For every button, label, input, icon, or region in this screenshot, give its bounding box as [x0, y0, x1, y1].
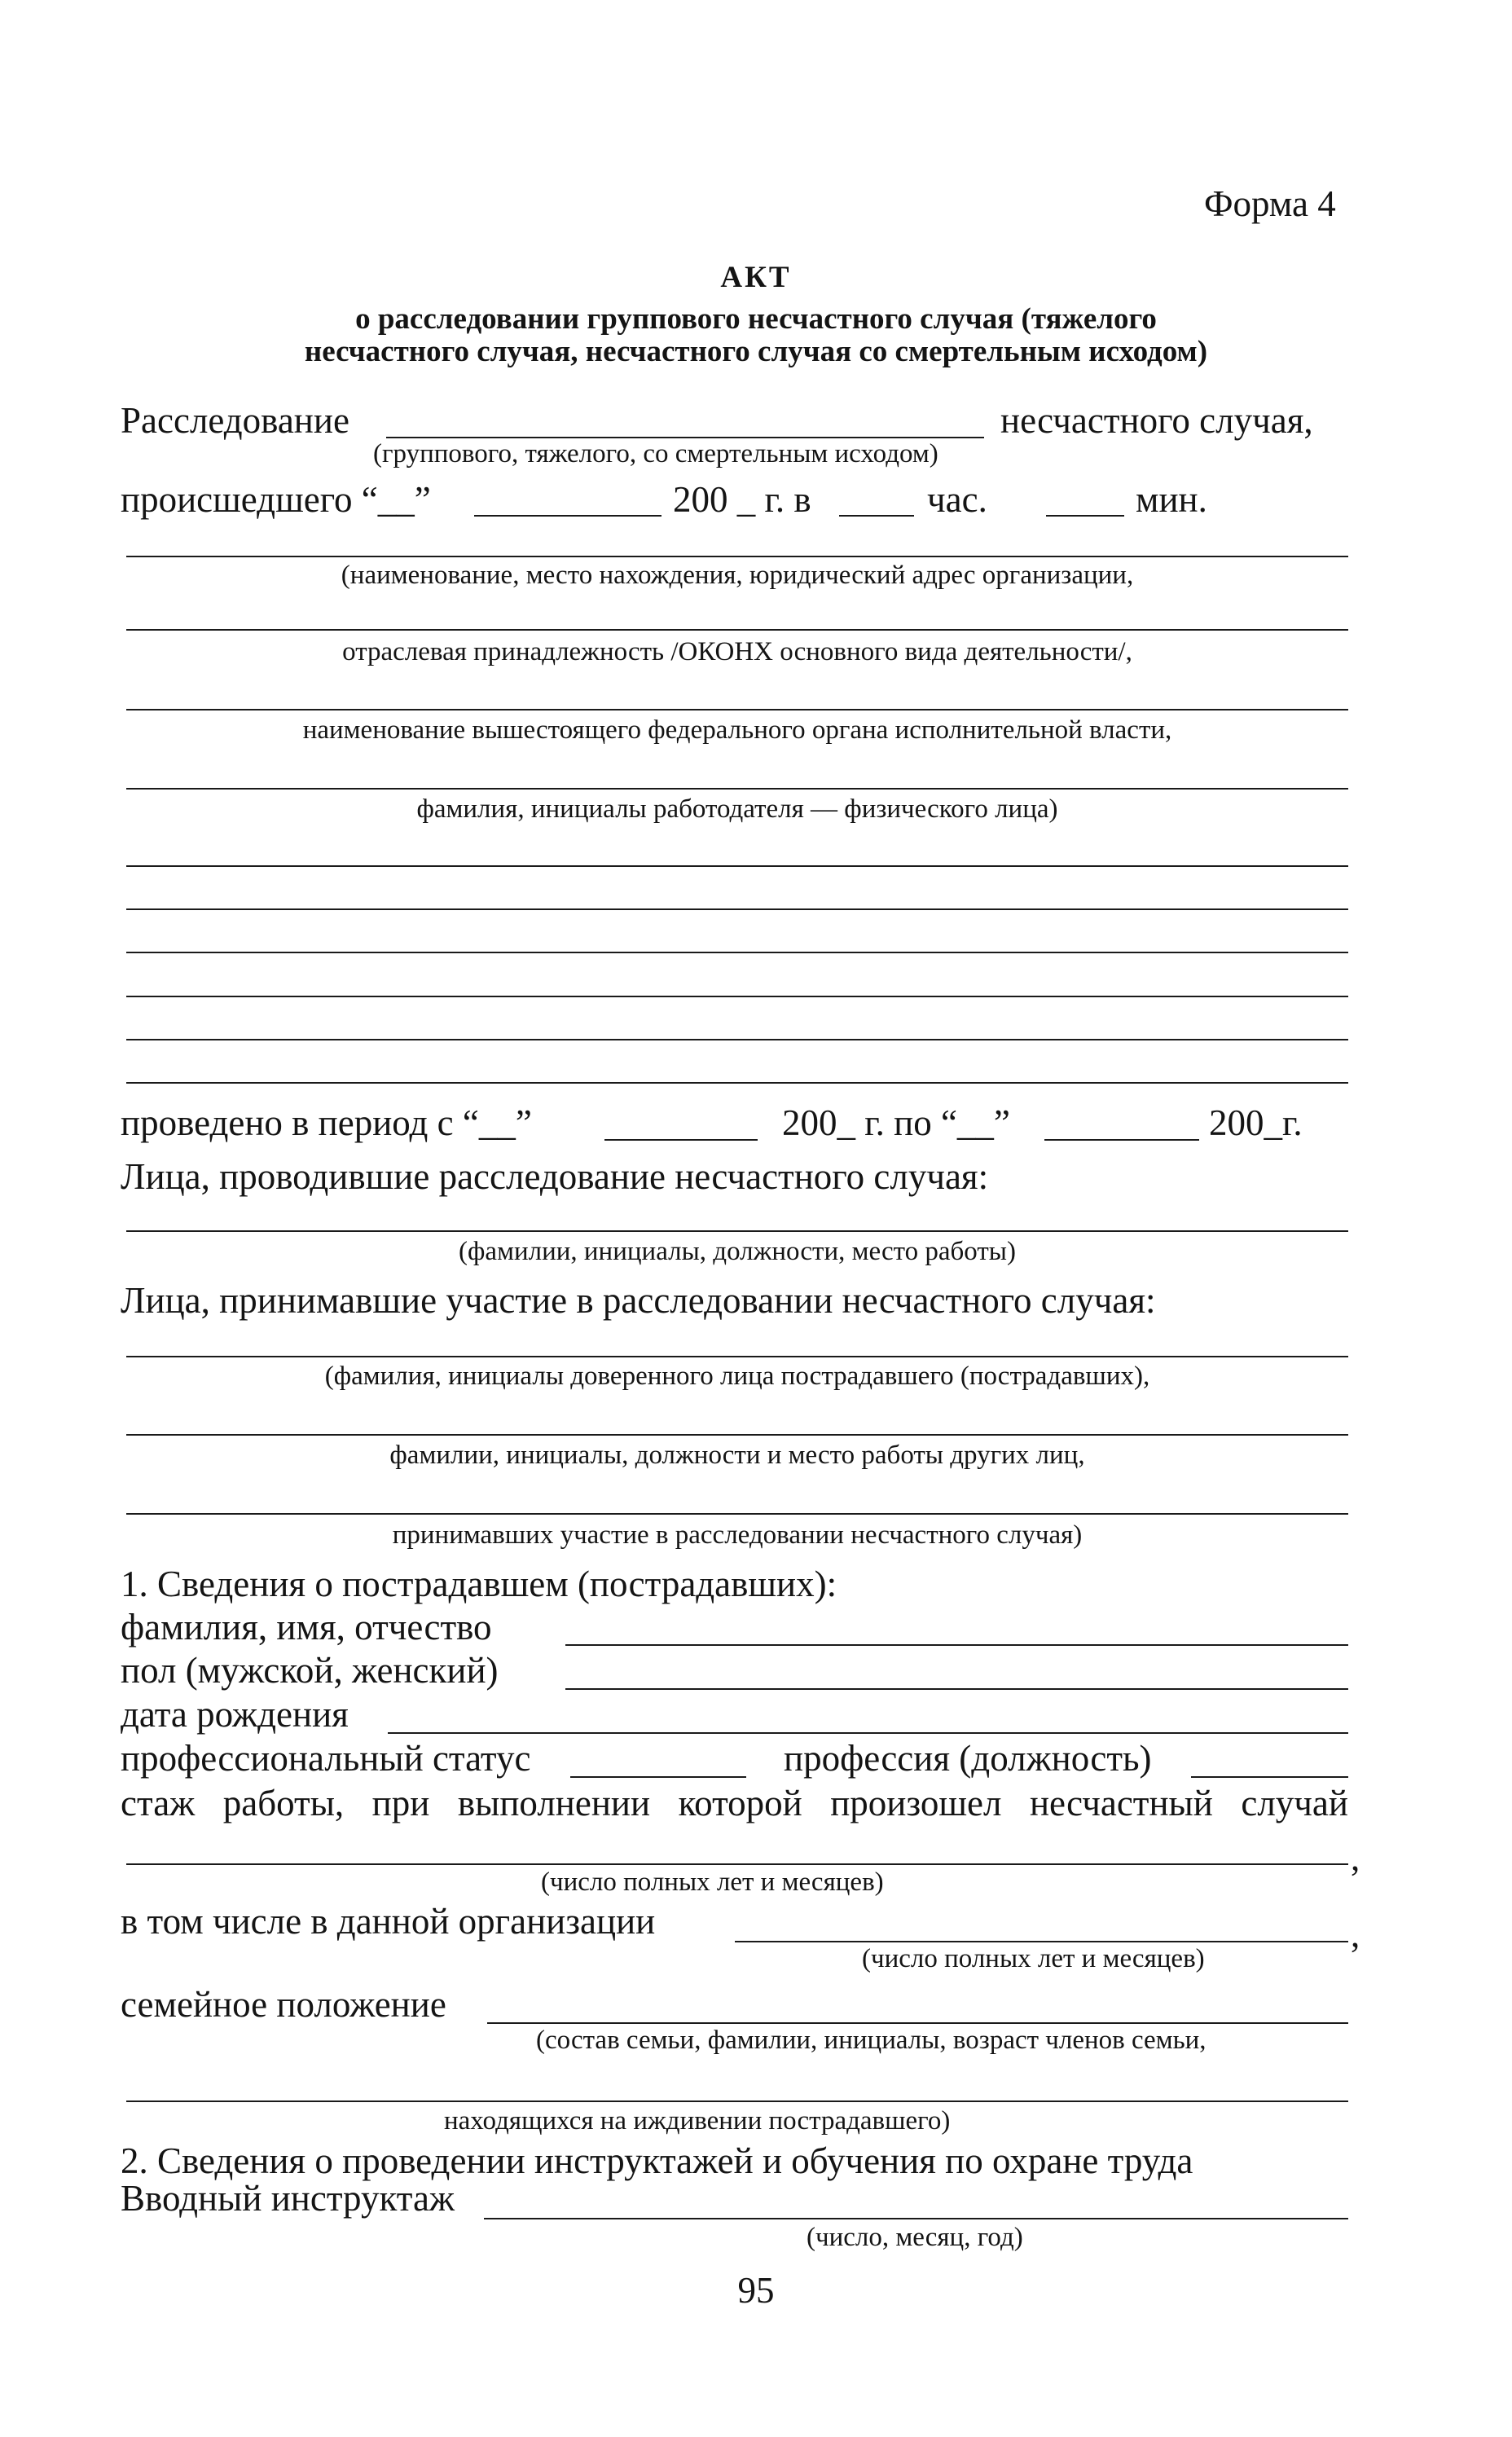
intro-briefing-field[interactable] [484, 2218, 1348, 2219]
employer-caption: фамилия, инициалы работодателя — физического лица) [416, 794, 1058, 824]
profession-label: профессия (должность) [784, 1738, 1152, 1779]
family-caption-2: находящихся на иждивении пострадавшего) [444, 2106, 951, 2136]
investigation-suffix: несчастного случая, [1000, 400, 1313, 441]
investigators-field[interactable] [126, 1230, 1348, 1232]
document-subtitle-line-2: несчастного случая, несчастного случая со смертельным исходом) [304, 335, 1208, 368]
occurred-minute-field[interactable] [1046, 515, 1124, 517]
intro-briefing-label: Вводный инструктаж [121, 2178, 455, 2219]
period-label: проведено в период с “__” [121, 1102, 532, 1143]
occurred-minute-label: мин. [1136, 479, 1207, 520]
document-subtitle-line-1: о расследовании группового несчастного случая (тяжелого [355, 302, 1157, 336]
birth-date-field[interactable] [388, 1732, 1348, 1734]
comma: , [1351, 1837, 1360, 1878]
investigators-label: Лица, проводившие расследование несчастного случая: [121, 1156, 989, 1197]
gender-field[interactable] [565, 1688, 1348, 1690]
investigation-type-field[interactable] [386, 437, 984, 438]
full-name-label: фамилия, имя, отчество [121, 1607, 492, 1647]
section-1-heading: 1. Сведения о пострадавшем (пострадавших): [121, 1564, 837, 1604]
blank-line[interactable] [126, 996, 1348, 997]
participants-field[interactable] [126, 1513, 1348, 1515]
profession-field[interactable] [1191, 1776, 1348, 1778]
experience-label: стаж работы, при выполнении которой произошел несчастный случай [121, 1783, 1348, 1823]
form-number: Форма 4 [1204, 183, 1336, 224]
occurred-year: 200 _ г. в [673, 479, 811, 520]
experience-field[interactable] [126, 1863, 1348, 1865]
org-name-field[interactable] [126, 556, 1348, 557]
parent-authority-field[interactable] [126, 709, 1348, 710]
org-experience-label: в том числе в данной организации [121, 1901, 656, 1942]
occurred-label: происшедшего “__” [121, 479, 431, 520]
blank-line[interactable] [126, 952, 1348, 953]
comma: , [1351, 1914, 1360, 1955]
investigation-label: Расследование [121, 400, 349, 441]
birth-date-label: дата рождения [121, 1694, 349, 1735]
experience-caption: (число полных лет и месяцев) [541, 1867, 884, 1897]
gender-label: пол (мужской, женский) [121, 1650, 499, 1691]
full-name-field[interactable] [565, 1644, 1348, 1646]
employer-field[interactable] [126, 788, 1348, 790]
prof-status-field[interactable] [570, 1776, 746, 1778]
family-status-field[interactable] [487, 2022, 1348, 2024]
proxy-field[interactable] [126, 1356, 1348, 1357]
org-experience-caption: (число полных лет и месяцев) [862, 1944, 1205, 1973]
occurred-date-field[interactable] [474, 515, 662, 517]
blank-line[interactable] [126, 865, 1348, 867]
period-end-year: 200_г. [1209, 1102, 1303, 1143]
occurred-hour-label: час. [927, 479, 987, 520]
period-start-year: 200_ г. по “__” [782, 1102, 1010, 1143]
investigation-type-caption: (группового, тяжелого, со смертельным исходом) [373, 439, 938, 468]
family-caption-1: (состав семьи, фамилии, инициалы, возраст членов семьи, [536, 2026, 1207, 2055]
participants-caption: принимавших участие в расследовании несчастного случая) [392, 1520, 1083, 1550]
period-end-field[interactable] [1044, 1139, 1199, 1141]
org-name-caption: (наименование, место нахождения, юридический адрес организации, [341, 561, 1134, 590]
section-2-heading: 2. Сведения о проведении инструктажей и обучения по охране труда [121, 2140, 1193, 2181]
participants-label: Лица, принимавшие участие в расследовании несчастного случая: [121, 1280, 1156, 1321]
investigators-caption: (фамилии, инициалы, должности, место работы) [459, 1237, 1016, 1266]
blank-line[interactable] [126, 1082, 1348, 1084]
period-start-field[interactable] [604, 1139, 758, 1141]
dependents-field[interactable] [126, 2100, 1348, 2102]
other-persons-caption: фамилии, инициалы, должности и место работы других лиц, [389, 1441, 1085, 1470]
intro-briefing-caption: (число, месяц, год) [807, 2223, 1023, 2252]
org-industry-caption: отраслевая принадлежность /ОКОНХ основного вида деятельности/, [342, 637, 1132, 666]
page-number: 95 [737, 2270, 775, 2311]
proxy-caption: (фамилия, инициалы доверенного лица пострадавшего (пострадавших), [324, 1361, 1150, 1391]
parent-authority-caption: наименование вышестоящего федерального органа исполнительной власти, [302, 715, 1172, 745]
prof-status-label: профессиональный статус [121, 1738, 531, 1779]
other-persons-field[interactable] [126, 1434, 1348, 1436]
org-experience-field[interactable] [735, 1941, 1348, 1942]
blank-line[interactable] [126, 1039, 1348, 1040]
document-title: АКТ [720, 261, 792, 294]
occurred-hour-field[interactable] [839, 515, 914, 517]
org-industry-field[interactable] [126, 629, 1348, 631]
family-status-label: семейное положение [121, 1984, 446, 2025]
blank-line[interactable] [126, 908, 1348, 910]
